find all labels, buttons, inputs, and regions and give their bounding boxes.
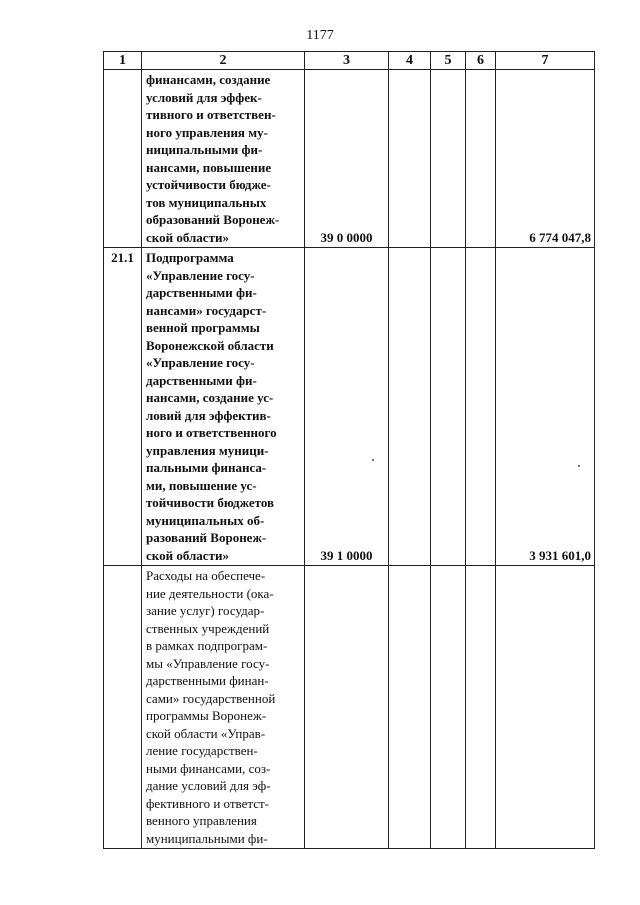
row-amount	[496, 566, 595, 849]
row-name-line: нансами, создание ус-	[146, 390, 274, 405]
row-name-line: тивного и ответствен-	[146, 107, 276, 122]
row-name-line: тойчивости бюджетов	[146, 495, 275, 510]
table-header-row	[104, 52, 595, 70]
row-name-line: ловий для эффектив-	[146, 407, 271, 423]
row-name-line: устойчивости бюдже-	[146, 177, 271, 192]
row-name-line: Воронежской области	[146, 337, 274, 353]
row-name-line: ниципальными фи-	[146, 142, 263, 157]
row-col6	[466, 566, 496, 849]
column-header: 5	[431, 52, 466, 70]
row-name-line: образований Воронеж-	[146, 212, 280, 227]
row-number: 21.1	[104, 248, 142, 566]
column-header: 3	[305, 52, 389, 70]
row-name-line: нансами, повышение	[146, 159, 272, 175]
row-name-line: венного управления	[146, 813, 257, 828]
row-name-line: ственных учреждений	[146, 620, 270, 636]
row-amount: 6 774 047,8	[496, 70, 595, 248]
column-header: 1	[104, 52, 142, 70]
row-name-line: фективного и ответст-	[146, 795, 269, 811]
row-name-line: ного и ответственного	[146, 425, 277, 440]
row-name-line: «Управление госу-	[146, 355, 255, 370]
row-name	[142, 248, 305, 566]
page-number: 1177	[306, 28, 334, 43]
row-name-line: мы «Управление госу-	[146, 655, 270, 671]
row-name-line: муниципальных об-	[146, 512, 265, 528]
row-name-line: дарственными финан-	[146, 673, 269, 688]
row-name-line: Расходы на обеспече-	[146, 568, 266, 583]
row-name-line: ской области «Управ-	[146, 725, 266, 741]
scan-speck	[578, 465, 580, 467]
row-col4	[389, 70, 431, 248]
row-name-line: ного управления му-	[146, 124, 268, 140]
scan-speck	[372, 459, 374, 461]
row-name-line: пальными финанса-	[146, 460, 267, 475]
row-number	[104, 566, 142, 849]
row-name-line: нансами» государст-	[146, 302, 267, 318]
row-code: 39 1 0000	[305, 248, 389, 566]
column-header: 7	[496, 52, 595, 70]
row-name	[142, 70, 305, 248]
column-header: 6	[466, 52, 496, 70]
row-name-line: финансами, создание	[146, 72, 271, 87]
row-name-line: муниципальными фи-	[146, 830, 268, 846]
row-amount: 3 931 601,0	[496, 248, 595, 566]
row-name-line: ской области»	[146, 547, 229, 563]
row-name-line: разований Воронеж-	[146, 530, 267, 545]
row-name-line: в рамках подпрограм-	[146, 638, 268, 653]
row-name-line: зание услуг) государ-	[146, 603, 265, 618]
row-number	[104, 70, 142, 248]
row-name-line: ление государствен-	[146, 743, 258, 758]
row-col6	[466, 70, 496, 248]
row-name-line: дание условий для эф-	[146, 778, 271, 793]
row-col5	[431, 70, 466, 248]
table-row	[104, 70, 595, 248]
row-name-line: ние деятельности (ока-	[146, 585, 274, 601]
row-code	[305, 566, 389, 849]
row-col4	[389, 566, 431, 849]
row-col5	[431, 248, 466, 566]
row-name-line: венной программы	[146, 320, 260, 335]
row-col4	[389, 248, 431, 566]
table-row	[104, 566, 595, 849]
row-name-line: Подпрограмма	[146, 250, 234, 265]
row-name-line: программы Воронеж-	[146, 708, 267, 723]
row-name-line: сами» государственной	[146, 690, 276, 706]
row-name-line: ской области»	[146, 229, 229, 245]
row-name-line: дарственными фи-	[146, 285, 257, 300]
column-header: 2	[142, 52, 305, 70]
row-name	[142, 566, 305, 849]
row-col5	[431, 566, 466, 849]
row-name-line: ными финансами, соз-	[146, 760, 271, 776]
row-col6	[466, 248, 496, 566]
column-header: 4	[389, 52, 431, 70]
row-name-line: «Управление госу-	[146, 267, 255, 283]
row-code: 39 0 0000	[305, 70, 389, 248]
row-name-line: управления муници-	[146, 442, 269, 458]
row-name-line: тов муниципальных	[146, 194, 267, 210]
budget-table	[103, 51, 595, 849]
row-name-line: условий для эффек-	[146, 89, 262, 105]
table-row	[104, 248, 595, 566]
row-name-line: дарственными фи-	[146, 372, 257, 388]
row-name-line: ми, повышение ус-	[146, 477, 257, 493]
